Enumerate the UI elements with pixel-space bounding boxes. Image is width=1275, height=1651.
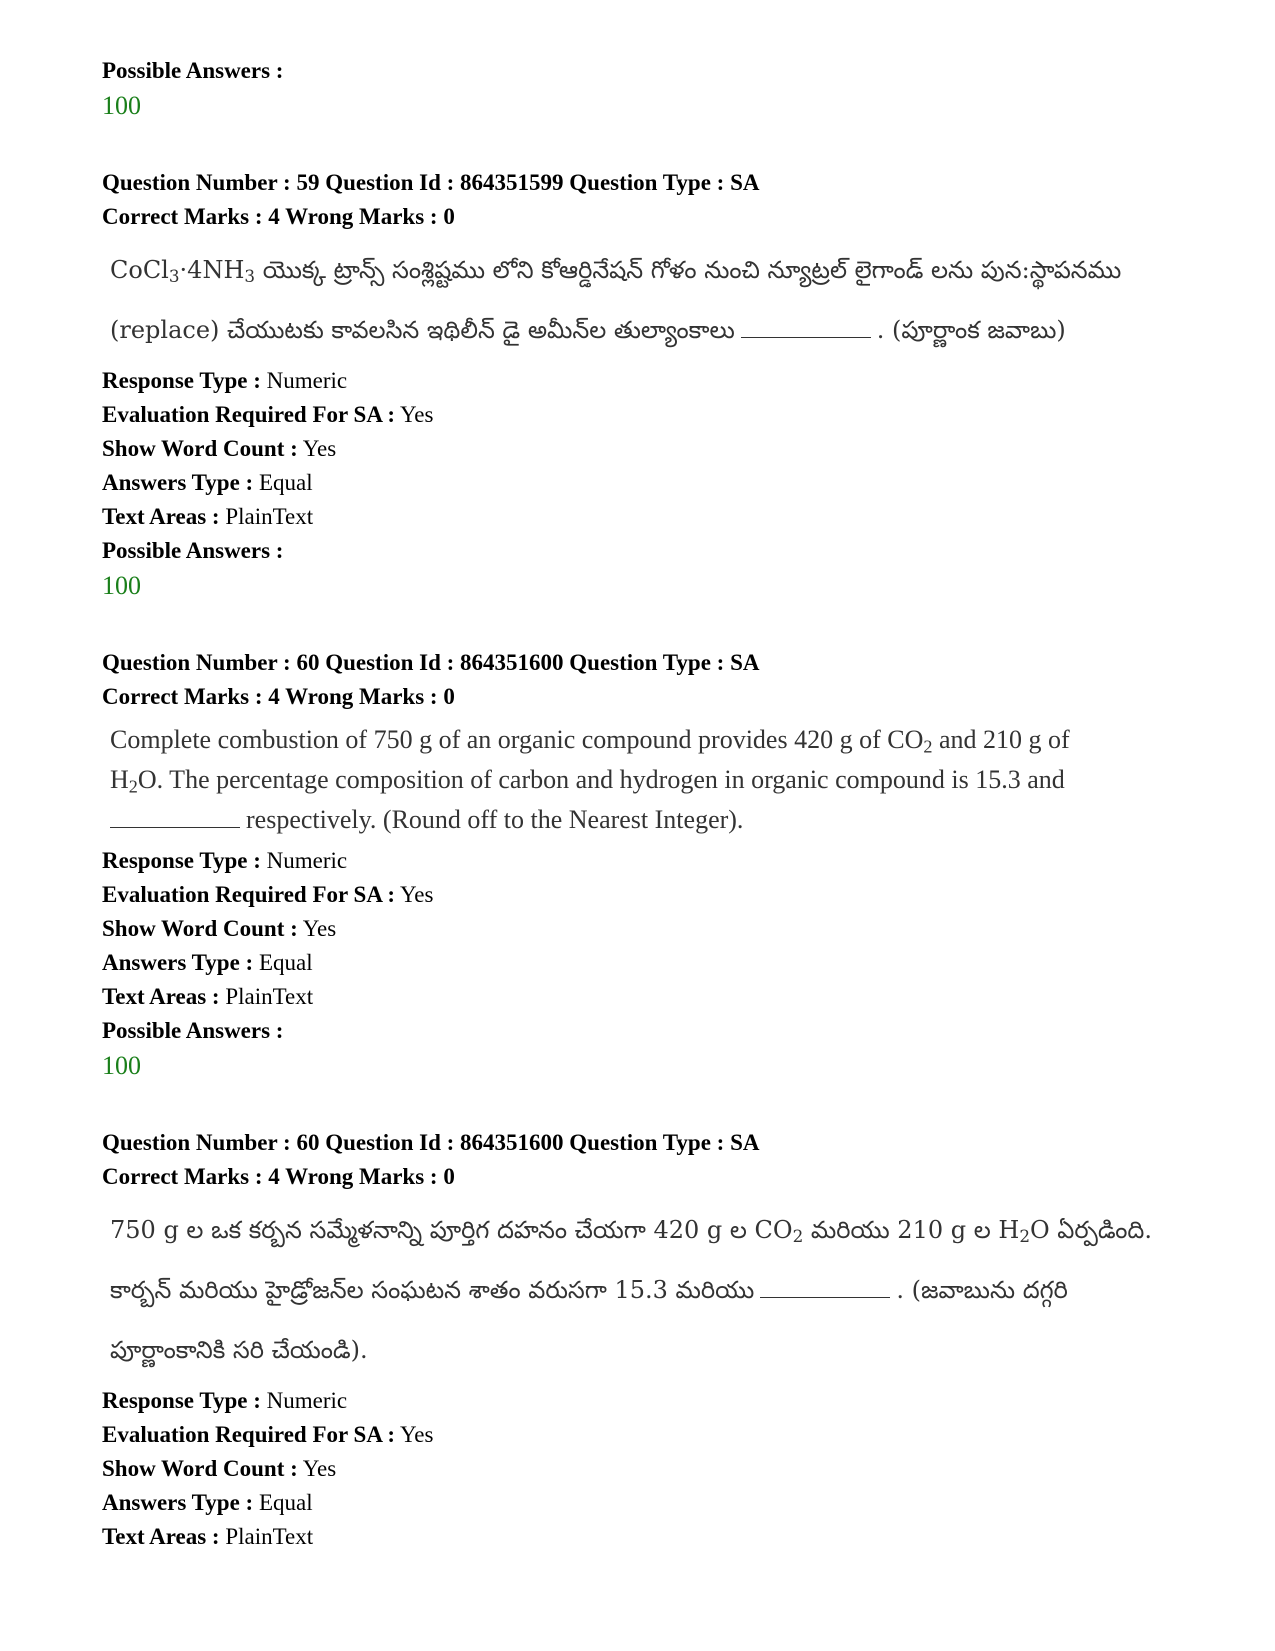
question-header: Question Number : 60 Question Id : 864351600 Question Type : SA [102,650,760,675]
field-label: Show Word Count : [102,436,298,461]
text-segment: respectively. (Round off to the Nearest Integer). [246,805,744,834]
answers-type-row [102,1486,1182,1520]
text-segment: . (జవాబును దగ్గరి [896,1276,1068,1304]
field-label: Response Type : [102,1388,261,1413]
question-marks: Correct Marks : 4 Wrong Marks : 0 [102,1164,455,1189]
answers-type-row [102,466,1182,500]
field-label: Response Type : [102,848,261,873]
response-type-row [102,1384,1182,1418]
field-label: Text Areas : [102,504,220,529]
text-segment: (replace) చేయుటకు కావలసిన ఇథిలీన్ డై అమీన్‌ల తుల్యాంకాలు [110,316,735,344]
possible-answers-label: Possible Answers : [102,1018,284,1043]
field-value: Yes [400,402,434,427]
question-block [102,166,1182,604]
field-label: Show Word Count : [102,916,298,941]
show-word-count-row [102,432,1182,466]
answer-blank [741,317,871,338]
answers-type-row [102,946,1182,980]
question-text-line [110,800,1182,840]
evaluation-required-row [102,878,1182,912]
subscript: 3 [244,266,256,287]
text-areas-row [102,980,1182,1014]
evaluation-required-row [102,398,1182,432]
field-label: Show Word Count : [102,1456,298,1481]
question-text [102,240,1182,360]
text-segment: O. The percentage composition of carbon and hydrogen in organic compound is 15.3 and [137,765,1065,794]
question-text-line [110,1200,1182,1260]
subscript: 2 [792,1226,804,1247]
text-segment: CoCl [110,256,169,284]
field-value: PlainText [225,504,314,529]
question-block [102,1126,1182,1554]
field-label: Answers Type : [102,950,254,975]
possible-answers-label: Possible Answers : [102,58,284,83]
text-segment: 750 g ల ఒక కర్బన సమ్మేళనాన్ని పూర్తిగ దహనం చేయగా 420 g ల CO [110,1216,793,1244]
field-label: Evaluation Required For SA : [102,402,396,427]
field-value: PlainText [225,984,314,1009]
possible-answer-value: 100 [102,91,141,120]
field-label: Text Areas : [102,1524,220,1549]
field-value: Equal [258,950,313,975]
text-segment: ·4NH [179,256,245,284]
question-text [102,720,1182,840]
question-header: Question Number : 59 Question Id : 864351599 Question Type : SA [102,170,760,195]
response-type-row [102,364,1182,398]
subscript: 2 [128,776,138,797]
text-segment: . (పూర్ణాంక జవాబు) [876,316,1066,344]
response-type-row [102,844,1182,878]
field-value: Numeric [266,1388,348,1413]
field-value: Yes [400,882,434,907]
field-value: PlainText [225,1524,314,1549]
evaluation-required-row [102,1418,1182,1452]
question-text-line [110,1260,1182,1320]
text-segment: H [110,765,129,794]
text-segment: మరియు 210 g ల H [803,1216,1020,1244]
possible-answer-value: 100 [102,571,141,600]
field-label: Response Type : [102,368,261,393]
question-text [102,1200,1182,1380]
field-value: Yes [302,1456,337,1481]
answer-blank [110,807,240,828]
show-word-count-row [102,912,1182,946]
field-value: Numeric [266,848,348,873]
field-value: Numeric [266,368,348,393]
question-text-line [110,300,1182,360]
text-segment: కార్బన్ మరియు హైడ్రోజన్‌ల సంఘటన శాతం వరుసగా 15.3 మరియు [110,1276,755,1304]
answer-blank [760,1277,890,1298]
question-header: Question Number : 60 Question Id : 864351600 Question Type : SA [102,1130,760,1155]
question-marks: Correct Marks : 4 Wrong Marks : 0 [102,684,455,709]
field-value: Yes [400,1422,434,1447]
subscript: 3 [168,266,180,287]
question-text-line [110,1320,1182,1380]
field-value: Yes [302,436,337,461]
field-label: Answers Type : [102,1490,254,1515]
text-areas-row [102,1520,1182,1554]
field-value: Yes [302,916,337,941]
text-segment: పూర్ణాంకానికి సరి చేయండి). [110,1336,368,1364]
text-segment: O ఏర్పడింది. [1030,1216,1153,1244]
question-text-line [110,240,1182,300]
text-segment: Complete combustion of 750 g of an organic compound provides 420 g of CO [110,725,924,754]
text-segment: యొక్క ట్రాన్స్ సంశ్లిష్టము లోని కోఆర్డినేషన్ గోళం నుంచి న్యూట్రల్ లైగాండ్ లను పున:స్థాపనము [255,256,1122,284]
question-text-line [110,720,1182,760]
question-text-line [110,760,1182,800]
field-value: Equal [258,470,313,495]
subscript: 2 [1019,1226,1030,1247]
field-value: Equal [258,1490,313,1515]
document-page [102,54,1182,1554]
question-block [102,646,1182,1084]
field-label: Evaluation Required For SA : [102,1422,396,1447]
subscript: 2 [923,736,933,757]
possible-answer-value: 100 [102,1051,141,1080]
question-marks: Correct Marks : 4 Wrong Marks : 0 [102,204,455,229]
field-label: Answers Type : [102,470,254,495]
possible-answers-label: Possible Answers : [102,538,284,563]
field-label: Text Areas : [102,984,220,1009]
field-label: Evaluation Required For SA : [102,882,396,907]
text-segment: and 210 g of [932,725,1070,754]
text-areas-row [102,500,1182,534]
show-word-count-row [102,1452,1182,1486]
